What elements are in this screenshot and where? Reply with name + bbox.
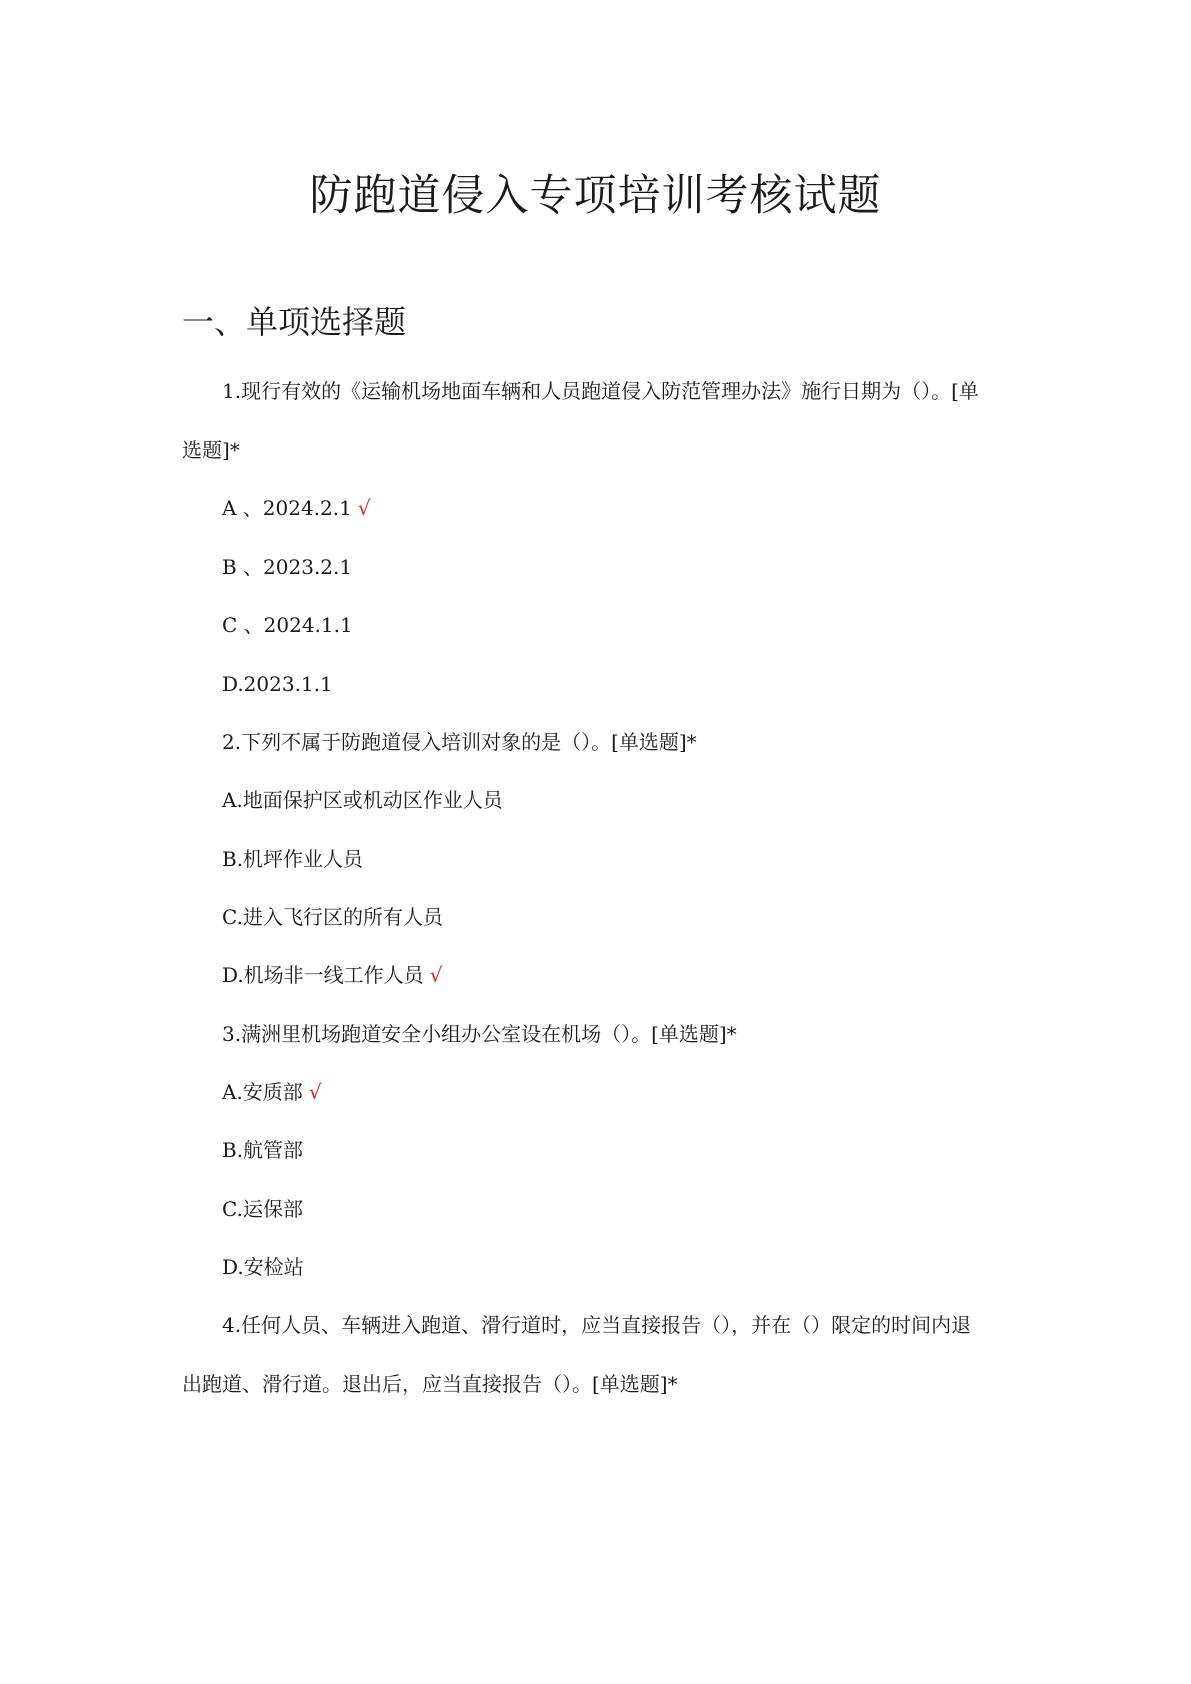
correct-check-icon: √ [308, 1080, 322, 1104]
question-1-option-c [222, 611, 353, 639]
option-label: C.运保部 [222, 1197, 303, 1221]
correct-check-icon: √ [429, 963, 443, 987]
question-1-text-cont: 选题]* [182, 438, 240, 462]
option-label: C 、2024.1.1 [222, 613, 353, 637]
option-label: A.地面保护区或机动区作业人员 [222, 788, 503, 812]
correct-check-icon: √ [357, 496, 371, 520]
option-label: C.进入飞行区的所有人员 [222, 905, 443, 929]
option-label: D.机场非一线工作人员 [222, 963, 424, 987]
option-label: B.机坪作业人员 [222, 847, 364, 871]
question-2-option-c [222, 903, 443, 931]
question-4-text: 4.任何人员、车辆进入跑道、滑行道时，应当直接报告（），并在（）限定的时间内退 [222, 1313, 972, 1337]
document-title: 防跑道侵入专项培训考核试题 [309, 171, 882, 221]
question-3-option-c [222, 1195, 303, 1223]
option-label: A.安质部 [222, 1080, 303, 1104]
option-label: B.航管部 [222, 1138, 304, 1162]
option-label: D.2023.1.1 [222, 672, 333, 696]
question-1-option-a [222, 494, 371, 522]
question-1-text: 1.现行有效的《运输机场地面车辆和人员跑道侵入防范管理办法》施行日期为（）。[单 [222, 379, 979, 403]
question-3-text: 3.满洲里机场跑道安全小组办公室设在机场（）。[单选题]* [222, 1022, 737, 1046]
option-label: D.安检站 [222, 1255, 304, 1279]
question-3-option-a [222, 1078, 322, 1106]
question-3-option-b [222, 1136, 303, 1164]
question-3-option-d [222, 1253, 304, 1281]
question-1-option-d [222, 670, 333, 698]
question-2-option-a [222, 786, 503, 814]
section-heading: 一、单项选择题 [182, 303, 407, 341]
question-2-text: 2.下列不属于防跑道侵入培训对象的是（）。[单选题]* [222, 730, 697, 754]
question-4-text-cont: 出跑道、滑行道。退出后，应当直接报告（）。[单选题]* [182, 1372, 678, 1396]
question-1-option-b [222, 553, 352, 581]
question-2-option-d [222, 961, 442, 989]
option-label: B 、2023.2.1 [222, 555, 353, 579]
option-label: A 、2024.2.1 [222, 496, 352, 520]
question-2-option-b [222, 845, 363, 873]
